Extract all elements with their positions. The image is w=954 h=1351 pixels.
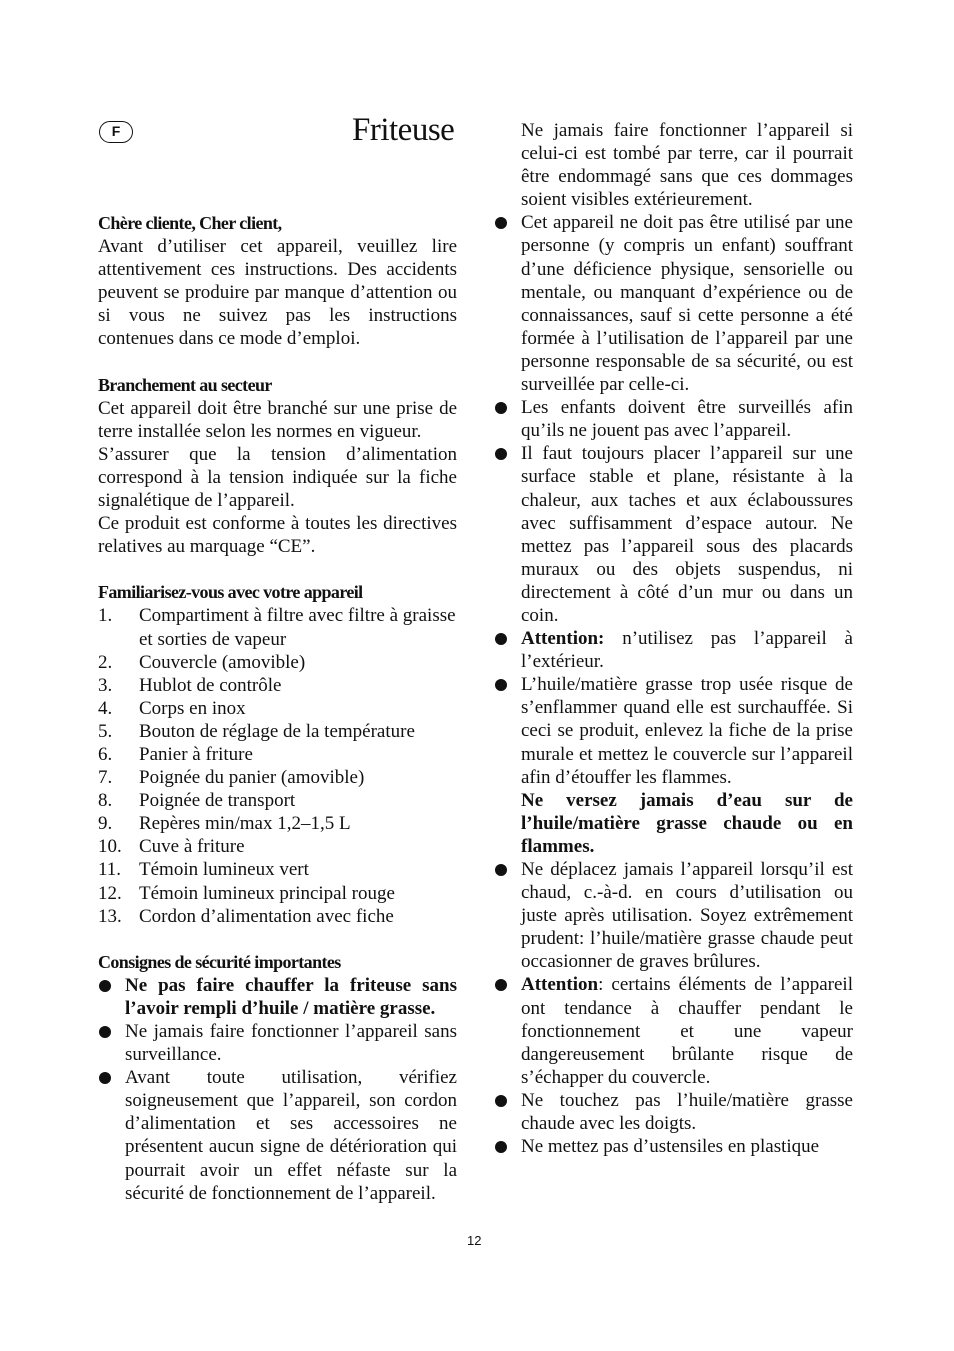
bullet-icon <box>495 1095 507 1107</box>
power-paragraph-1: Cet appareil doit être branché sur une prise de terre installée selon les normes en vigueur. <box>98 397 457 442</box>
safety-list-continued <box>494 211 853 1158</box>
left-column <box>98 212 457 1205</box>
bullet-icon <box>495 864 507 876</box>
page-number: 12 <box>467 1233 482 1248</box>
list-item: 10. Cuve à friture <box>98 836 245 858</box>
list-item: 4. Corps en inox <box>98 697 246 719</box>
language-badge: F <box>99 121 133 143</box>
safety-list <box>98 974 457 1205</box>
bullet-icon <box>495 633 507 645</box>
bullet-icon <box>495 448 507 460</box>
bullet-icon <box>495 402 507 414</box>
continuation-paragraph: Ne jamais faire fonctionner l’appareil si celui-ci est tombé par terre, car il pourrait être endommagé sans que ces dommages soient visibles extérieurement. <box>521 120 853 211</box>
list-item: 7. Poignée du panier (amovible) <box>98 767 365 789</box>
right-column <box>494 119 853 1158</box>
power-paragraph-2: S’assurer que la tension d’alimentation correspond à la tension indiquée sur la fiche signalétique de l’appareil. <box>98 443 457 512</box>
bullet-icon <box>99 1026 111 1038</box>
bullet-icon <box>495 217 507 229</box>
list-item: 3. Hublot de contrôle <box>98 674 282 696</box>
bullet-icon <box>495 1141 507 1153</box>
list-item: Ne mettez pas d’ustensiles en plastique <box>494 1135 853 1158</box>
list-item: Avant toute utilisation, vérifiez soigneusement que l’appareil, son cordon d’alimentation et ses accessoires ne présentent aucun signe de détérioration qui pourrait avoir un effet néfaste sur la sécurité de fonctionnement de l’appareil. <box>98 1066 457 1205</box>
list-item: Ne déplacez jamais l’appareil lorsqu’il est chaud, c.-à-d. en cours d’utilisation ou juste après utilisation. Soyez extrêmement prudent: l’huile/matière grasse chaude peut occasionner de graves brûlures. <box>494 858 853 973</box>
list-item: 12. Témoin lumineux principal rouge <box>98 882 395 904</box>
list-item: 5. Bouton de réglage de la température <box>98 720 415 742</box>
warning-text: Ne versez jamais d’eau sur de l’huile/matière grasse chaude ou en flammes. <box>521 789 853 857</box>
list-item: 1. Compartiment à filtre avec filtre à graisse et sorties de vapeur <box>98 605 456 650</box>
bullet-icon <box>99 980 111 992</box>
parts-list <box>98 604 457 927</box>
list-item: 9. Repères min/max 1,2–1,5 L <box>98 813 351 835</box>
list-item: Cet appareil ne doit pas être utilisé par une personne (y compris un enfant) souffrant d’une déficience physique, sensorielle ou mentale, ou manquant d’expérience ou de connaissances, sauf si cette personne a été formée à l’utilisation de l’appareil par une personne responsable de sa sécurité, ou est surveillée par celle-ci. <box>494 211 853 396</box>
list-item: 6. Panier à friture <box>98 743 253 765</box>
list-item: 11. Témoin lumineux vert <box>98 859 309 881</box>
power-heading: Branchement au secteur <box>98 374 272 395</box>
parts-heading: Familiarisez-vous avec votre appareil <box>98 582 363 603</box>
power-paragraph-3: Ce produit est conforme à toutes les directives relatives au marquage “CE”. <box>98 513 457 558</box>
greeting-heading: Chère cliente, Cher client, <box>98 213 282 233</box>
bullet-icon <box>495 979 507 991</box>
list-item: Les enfants doivent être surveillés afin qu’ils ne jouent pas avec l’appareil. <box>494 396 853 442</box>
list-item: Attention: certains éléments de l’appareil ont tendance à chauffer pendant le fonctionnement et une vapeur dangereusement brûlante risque de s’échapper du couvercle. <box>494 973 853 1088</box>
intro-paragraph: Avant d’utiliser cet appareil, veuillez lire attentivement ces instructions. Des accidents peuvent se produire par manque d’attention ou si vous ne suivez pas les instructions contenues dans ce mode d’emploi. <box>98 236 457 350</box>
bullet-icon <box>99 1072 111 1084</box>
list-item: Attention: n’utilisez pas l’appareil à l’extérieur. <box>494 627 853 673</box>
list-item: L’huile/matière grasse trop usée risque de s’enflammer quand elle est surchauffée. Si ceci se produit, enlevez la fiche de la prise murale et mettez le couvercle sur l’appareil afin d’étouffer les flammes. Ne versez jamais d’eau sur de l’huile/matière grasse chaude ou en flammes. <box>494 673 853 858</box>
bullet-icon <box>495 679 507 691</box>
safety-heading: Consignes de sécurité importantes <box>98 951 341 972</box>
list-item: Ne pas faire chauffer la friteuse sans l’avoir rempli d’huile / matière grasse. <box>98 974 457 1020</box>
list-item: Ne touchez pas l’huile/matière grasse chaude avec les doigts. <box>494 1089 853 1135</box>
page-title: Friteuse <box>352 112 455 148</box>
list-item: 8. Poignée de transport <box>98 790 296 812</box>
list-item: 13. Cordon d’alimentation avec fiche <box>98 905 394 927</box>
list-item: 2. Couvercle (amovible) <box>98 651 306 673</box>
list-item: Ne jamais faire fonctionner l’appareil sans surveillance. <box>98 1020 457 1066</box>
list-item: Il faut toujours placer l’appareil sur une surface stable et plane, résistante à la chaleur, aux taches et aux éclaboussures avec suffisamment d’espace autour. Ne mettez pas l’appareil sous des placards muraux ou des objets suspendus, ni directement à côté d’un mur ou dans un coin. <box>494 442 853 627</box>
